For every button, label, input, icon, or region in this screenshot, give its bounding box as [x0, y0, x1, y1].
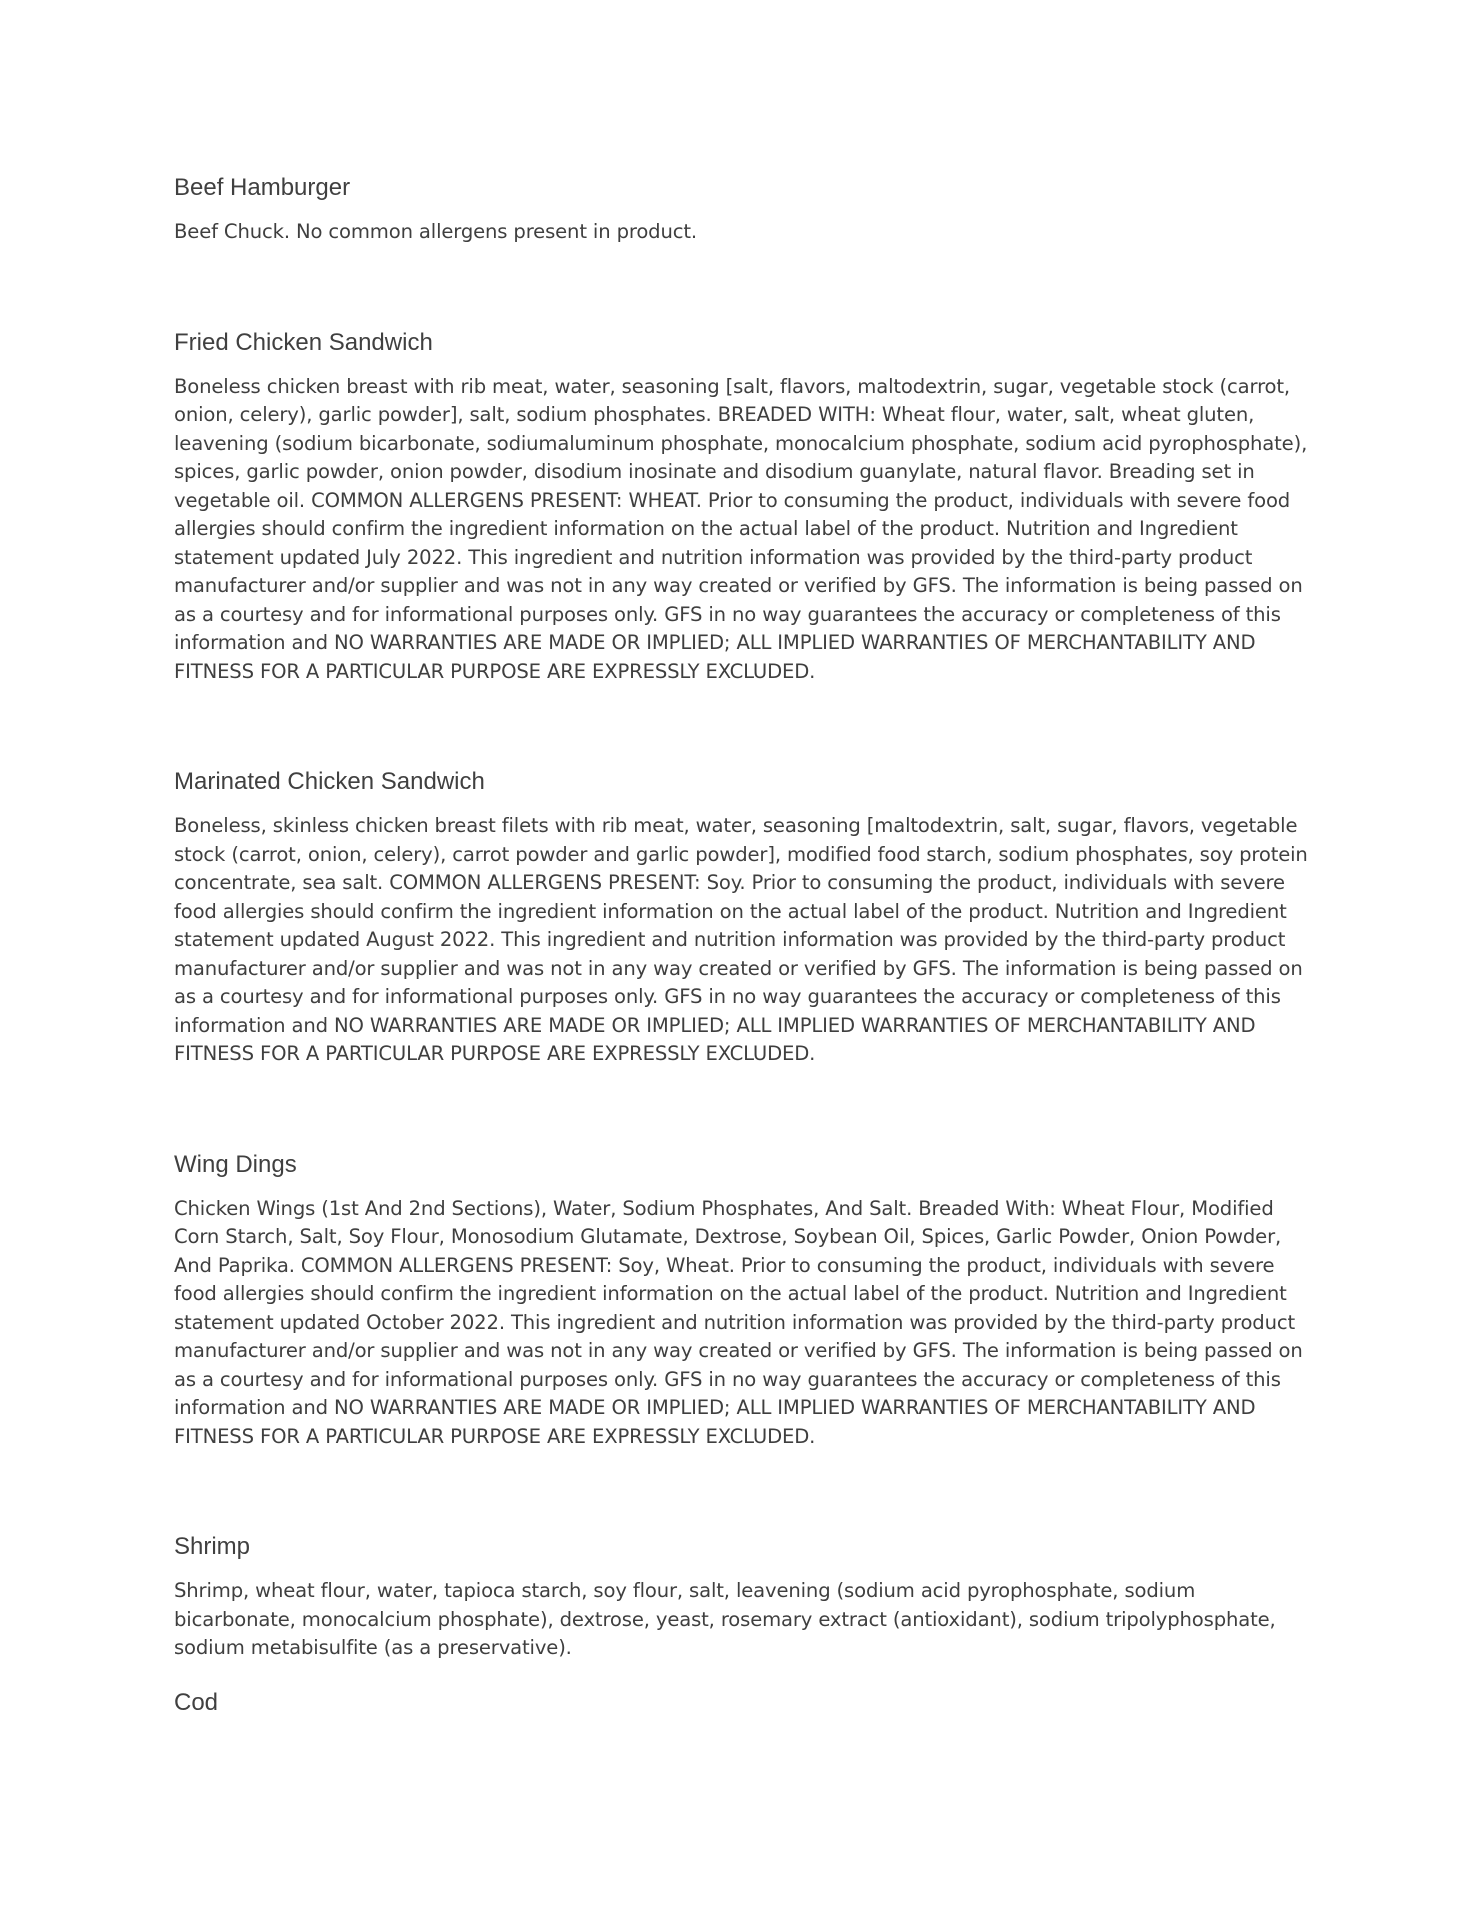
section-title: Wing Dings: [174, 1150, 297, 1178]
section-shrimp: [174, 1527, 1314, 1663]
section-body: Shrimp, wheat flour, water, tapioca starch, soy flour, salt, leavening (sodium acid pyrophosphate, sodium bicarbonate, monocalcium phosphate), dextrose, yeast, rosemary extract (antioxidant), sodium tripolyphosphate, sodium metabisulfite (as a preservative).: [174, 1579, 1276, 1659]
section-title: Fried Chicken Sandwich: [174, 328, 433, 356]
section-title: Beef Hamburger: [174, 174, 351, 201]
section-body: Boneless, skinless chicken breast filets with rib meat, water, seasoning [maltodextrin, salt, sugar, flavors, vegetable stock (carrot, onion, celery), carrot powder and garlic powder], modified food starch, sodium phosphates, soy protein concentrate, sea salt. COMMON ALLERGENS PRESENT: Soy. Prior to consuming the product, individuals with severe food allergies should confirm the ingredient information on the actual label of the product. Nutrition and Ingredient statement updated August 2022. This ingredient and nutrition information was provided by the third-party product manufacturer and/or supplier and was not in any way created or verified by GFS. The information is being passed on as a courtesy and for informational purposes only. GFS in no way guarantees the accuracy or completeness of this information and NO WARRANTIES ARE MADE OR IMPLIED; ALL IMPLIED WARRANTIES OF MERCHANTABILITY AND FITNESS FOR A PARTICULAR PURPOSE ARE EXPRESSLY EXCLUDED.: [174, 814, 1308, 1065]
section-body: Chicken Wings (1st And 2nd Sections), Water, Sodium Phosphates, And Salt. Breaded With: Wheat Flour, Modified Corn Starch, Salt, Soy Flour, Monosodium Glutamate, Dextrose, Soybean Oil, Spices, Garlic Powder, Onion Powder, And Paprika. COMMON ALLERGENS PRESENT: Soy, Wheat. Prior to consuming the product, individuals with severe food allergies should confirm the ingredient information on the actual label of the product. Nutrition and Ingredient statement updated October 2022. This ingredient and nutrition information was provided by the third-party product manufacturer and/or supplier and was not in any way created or verified by GFS. The information is being passed on as a courtesy and for informational purposes only. GFS in no way guarantees the accuracy or completeness of this information and NO WARRANTIES ARE MADE OR IMPLIED; ALL IMPLIED WARRANTIES OF MERCHANTABILITY AND FITNESS FOR A PARTICULAR PURPOSE ARE EXPRESSLY EXCLUDED.: [174, 1196, 1303, 1448]
section-body: Beef Chuck. No common allergens present in product.: [174, 220, 697, 243]
section-title: Shrimp: [174, 1533, 251, 1560]
section-title: Cod: [174, 1688, 219, 1716]
section-beef-hamburger: [174, 168, 1314, 247]
section-cod: [174, 1683, 1314, 1723]
section-marinated-chicken-sandwich: [174, 762, 1314, 1069]
section-title: Marinated Chicken Sandwich: [174, 768, 485, 795]
section-body: Boneless chicken breast with rib meat, water, seasoning [salt, flavors, maltodextrin, sugar, vegetable stock (carrot, onion, celery), garlic powder], salt, sodium phosphates. BREADED WITH: Wheat flour, water, salt, wheat gluten, leavening (sodium bicarbonate, sodiumaluminum phosphate, monocalcium phosphate, sodium acid pyrophosphate), spices, garlic powder, onion powder, disodium inosinate and disodium guanylate, natural flavor. Breading set in vegetable oil. COMMON ALLERGENS PRESENT: WHEAT. Prior to consuming the product, individuals with severe food allergies should confirm the ingredient information on the actual label of the product. Nutrition and Ingredient statement updated July 2022. This ingredient and nutrition information was provided by the third-party product manufacturer and/or supplier and was not in any way created or verified by GFS. The information is being passed on as a courtesy and for informational purposes only. GFS in no way guarantees the accuracy or completeness of this information and NO WARRANTIES ARE MADE OR IMPLIED; ALL IMPLIED WARRANTIES OF MERCHANTABILITY AND FITNESS FOR A PARTICULAR PURPOSE ARE EXPRESSLY EXCLUDED.: [174, 374, 1308, 683]
document-page: [174, 168, 1314, 1723]
section-fried-chicken-sandwich: [174, 323, 1314, 687]
section-wing-dings: [174, 1145, 1314, 1452]
